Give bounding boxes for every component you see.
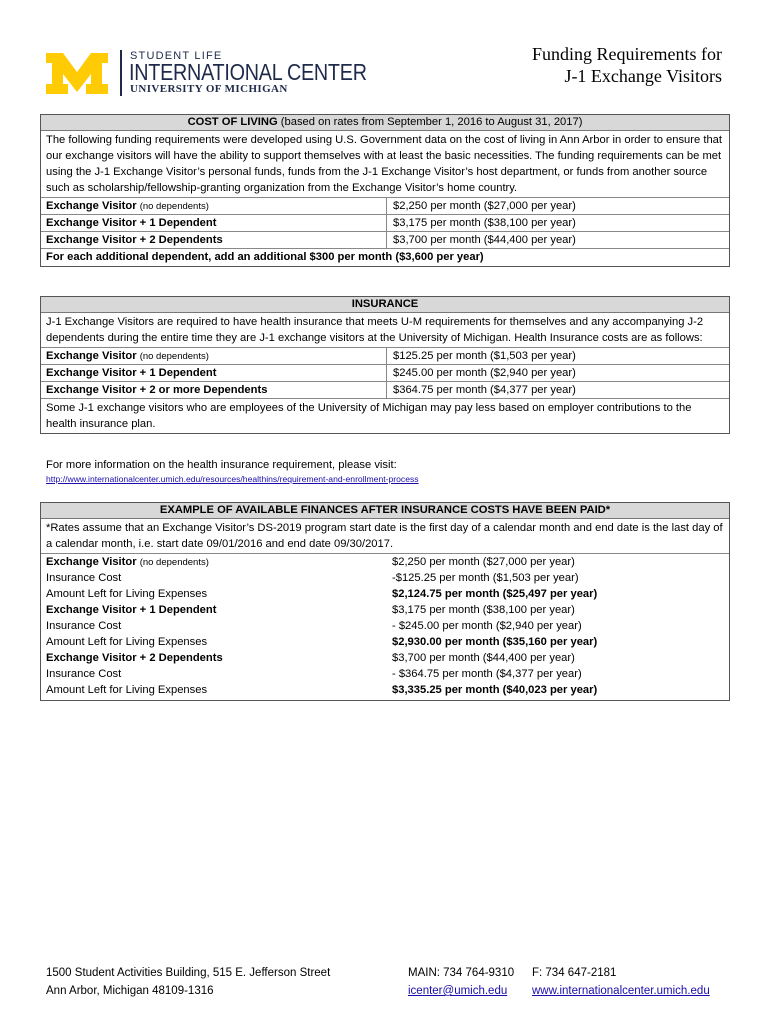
row-note: (no dependents): [139, 351, 209, 362]
cost-of-living-heading-note: (based on rates from September 1, 2016 to August 31, 2017): [280, 116, 583, 128]
insurance-cost-value: - $245.00 per month ($2,940 per year): [392, 620, 582, 632]
row-value: $2,250 per month ($27,000 per year): [393, 200, 576, 212]
table-row: [41, 381, 729, 398]
example-section: [40, 502, 730, 701]
example-row: [41, 554, 729, 570]
title-line-2: J-1 Exchange Visitors: [564, 66, 722, 86]
cost-of-living-header: [41, 115, 729, 131]
insurance-intro: J-1 Exchange Visitors are required to have health insurance that meets U-M requirements for themselves and any accompanying J-2 dependents during the entire time they are J-1 exchange visitors at the University of Michigan. Health Insurance costs are as follows:: [46, 316, 704, 344]
footer-fax: F: 734 647-2181: [532, 967, 617, 979]
table-row: [41, 197, 729, 214]
example-value: $3,700 per month ($44,400 per year): [392, 652, 575, 664]
example-label: Exchange Visitor: [46, 556, 137, 568]
table-row: [41, 231, 729, 248]
example-row: [41, 586, 729, 602]
footer-website-link[interactable]: www.internationalcenter.umich.edu: [532, 985, 710, 997]
insurance-cost-value: - $364.75 per month ($4,377 per year): [392, 668, 582, 680]
logo-student-life: STUDENT LIFE: [130, 50, 223, 62]
logo-divider: [120, 50, 122, 96]
example-row: [41, 618, 729, 634]
row-label: Exchange Visitor: [46, 350, 137, 362]
insurance-heading: INSURANCE: [41, 297, 729, 313]
example-value: $3,175 per month ($38,100 per year): [392, 604, 575, 616]
additional-dependent-note: For each additional dependent, add an additional $300 per month ($3,600 per year): [41, 248, 729, 266]
example-label: Exchange Visitor + 1 Dependent: [46, 604, 217, 616]
example-intro: *Rates assume that an Exchange Visitor’s DS-2019 program start date is the first day of a calendar month and end date is the last day of a calendar month, i.e. start date 09/01/2016 and end date 09/30/2017.: [41, 519, 729, 554]
example-heading: EXAMPLE OF AVAILABLE FINANCES AFTER INSURANCE COSTS HAVE BEEN PAID*: [41, 503, 729, 519]
row-value: $3,700 per month ($44,400 per year): [393, 234, 576, 246]
amount-left-label: Amount Left for Living Expenses: [46, 636, 208, 648]
amount-left-value: $3,335.25 per month ($40,023 per year): [392, 684, 598, 696]
row-value: $364.75 per month ($4,377 per year): [393, 384, 576, 396]
row-label: Exchange Visitor + 1 Dependent: [41, 365, 387, 381]
document-title: [532, 43, 722, 87]
insurance-section: [40, 296, 730, 434]
title-line-1: Funding Requirements for: [532, 44, 722, 64]
footer-address: [46, 964, 330, 1000]
row-value: $245.00 per month ($2,940 per year): [393, 367, 576, 379]
insurance-cost-value: -$125.25 per month ($1,503 per year): [392, 572, 579, 584]
example-label: Exchange Visitor + 2 Dependents: [46, 652, 223, 664]
footer-address-line-2: Ann Arbor, Michigan 48109-1316: [46, 985, 214, 997]
footer-main-phone: MAIN: 734 764-9310: [408, 967, 515, 979]
row-label: Exchange Visitor + 1 Dependent: [41, 215, 387, 231]
table-row: [41, 347, 729, 364]
example-row: [41, 602, 729, 618]
row-value: $3,175 per month ($38,100 per year): [393, 217, 576, 229]
example-row: [41, 650, 729, 666]
row-label: Exchange Visitor + 2 Dependents: [41, 232, 387, 248]
health-insurance-link[interactable]: http://www.internationalcenter.umich.edu/resources/healthins/requirement-and-enrollment-process: [46, 474, 419, 484]
logo-university-name: UNIVERSITY OF MICHIGAN: [130, 83, 288, 95]
insurance-cost-label: Insurance Cost: [46, 668, 122, 680]
example-row: [41, 666, 729, 682]
example-value: $2,250 per month ($27,000 per year): [392, 556, 575, 568]
row-label: Exchange Visitor + 2 or more Dependents: [41, 382, 387, 398]
insurance-employee-note: Some J-1 exchange visitors who are employees of the University of Michigan may pay less based on employer contributions to the health insurance plan.: [41, 398, 729, 433]
amount-left-value: $2,124.75 per month ($25,497 per year): [392, 588, 598, 600]
example-row: [41, 634, 729, 650]
amount-left-label: Amount Left for Living Expenses: [46, 588, 208, 600]
footer-contact-web: [532, 964, 710, 1000]
footer-email-link[interactable]: icenter@umich.edu: [408, 985, 508, 997]
example-note: (no dependents): [139, 557, 209, 568]
table-row: [41, 214, 729, 231]
insurance-cost-label: Insurance Cost: [46, 620, 122, 632]
cost-of-living-section: [40, 114, 730, 267]
example-row: [41, 570, 729, 586]
cost-of-living-intro: The following funding requirements were developed using U.S. Government data on the cost of living in Ann Arbor in order to ensure that our exchange visitors will have the ability to support themselves with at least the basic necessities. The funding requirements can be met using the J-1 Exchange Visitor’s personal funds, funds from the J-1 Exchange Visitor’s host department, or funds from another source such as scholarship/fellowship-granting organization from the Exchange Visitor’s home country.: [46, 134, 722, 194]
cost-of-living-heading: COST OF LIVING: [187, 116, 278, 128]
logo-international-center: INTERNATIONAL CENTER: [129, 59, 367, 85]
footer-contact-main: [408, 964, 514, 1000]
row-value: $125.25 per month ($1,503 per year): [393, 350, 576, 362]
example-row: [41, 682, 729, 698]
footer-address-line-1: 1500 Student Activities Building, 515 E. Jefferson Street: [46, 967, 331, 979]
amount-left-value: $2,930.00 per month ($35,160 per year): [392, 636, 598, 648]
table-row: [41, 364, 729, 381]
insurance-cost-label: Insurance Cost: [46, 572, 122, 584]
university-block-m-logo: [46, 53, 108, 94]
amount-left-label: Amount Left for Living Expenses: [46, 684, 208, 696]
row-note: (no dependents): [139, 201, 209, 212]
more-info-text: For more information on the health insurance requirement, please visit:: [46, 459, 397, 471]
row-label: Exchange Visitor: [46, 200, 137, 212]
